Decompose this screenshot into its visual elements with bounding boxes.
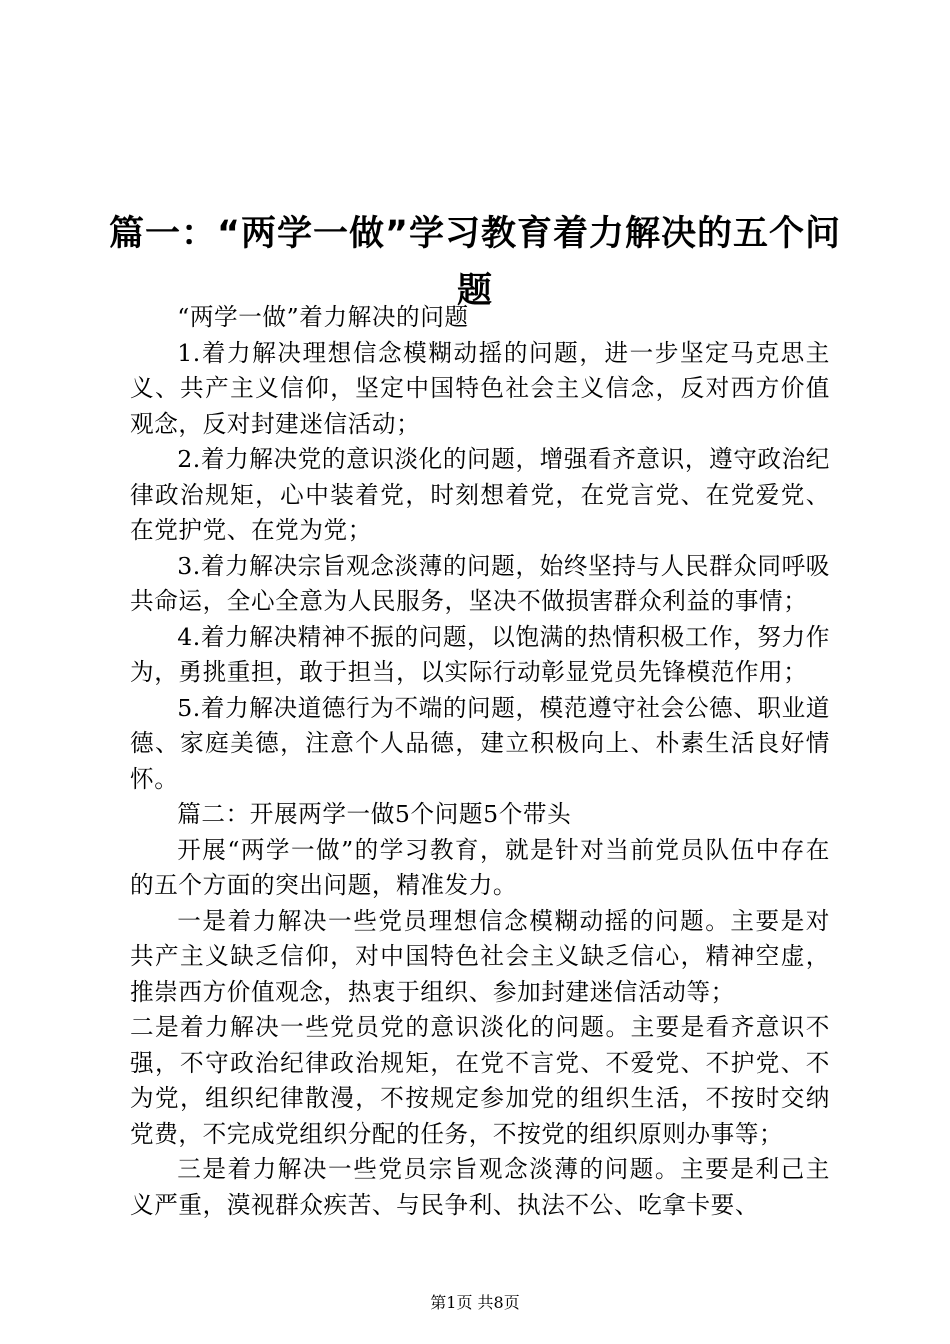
- paragraph: 二是着力解决一些党员党的意识淡化的问题。主要是看齐意识不强，不守政治纪律政治规矩，在党不言党、不爱党、不护党、不为党，组织纪律散漫，不按规定参加党的组织生活，不按时交纳党费，不完成党组织分配的任务，不按党的组织原则办事等；: [130, 1013, 830, 1148]
- page-footer: 第1页 共8页: [430, 1293, 520, 1312]
- paragraph: 1.着力解决理想信念模糊动摇的问题，进一步坚定马克思主义、共产主义信仰，坚定中国特色社会主义信念，反对西方价值观念，反对封建迷信活动；: [130, 338, 830, 438]
- paragraph: 一是着力解决一些党员理想信念模糊动摇的问题。主要是对共产主义缺乏信仰，对中国特色社会主义缺乏信心，精神空虚，推崇西方价值观念，热衷于组织、参加封建迷信活动等；: [130, 906, 830, 1006]
- paragraph: 2.着力解决党的意识淡化的问题，增强看齐意识，遵守政治纪律政治规矩，心中装着党，时刻想着党，在党言党、在党爱党、在党护党、在党为党；: [130, 445, 830, 544]
- paragraph: 4.着力解决精神不振的问题，以饱满的热情积极工作，努力作为，勇挑重担，敢于担当，以实际行动彰显党员先锋模范作用；: [130, 622, 830, 686]
- paragraph: 三是着力解决一些党员宗旨观念淡薄的问题。主要是利己主义严重，漠视群众疾苦、与民争利、执法不公、吃拿卡要、: [130, 1155, 830, 1219]
- paragraph: 5.着力解决道德行为不端的问题，模范遵守社会公德、职业道德、家庭美德，注意个人品德，建立积极向上、朴素生活良好情怀。: [130, 693, 830, 793]
- paragraph: “两学一做”着力解决的问题: [177, 303, 469, 331]
- document-body: [130, 300, 830, 1223]
- document-title: 篇一：“两学一做”学习教育着力解决的五个问题: [108, 214, 841, 312]
- paragraph: 开展“两学一做”的学习教育，就是针对当前党员队伍中存在的五个方面的突出问题，精准发力。: [130, 835, 830, 899]
- section-heading: 篇二：开展两学一做5个问题5个带头: [177, 800, 572, 828]
- paragraph: 3.着力解决宗旨观念淡薄的问题，始终坚持与人民群众同呼吸共命运，全心全意为人民服务，坚决不做损害群众利益的事情；: [130, 551, 830, 615]
